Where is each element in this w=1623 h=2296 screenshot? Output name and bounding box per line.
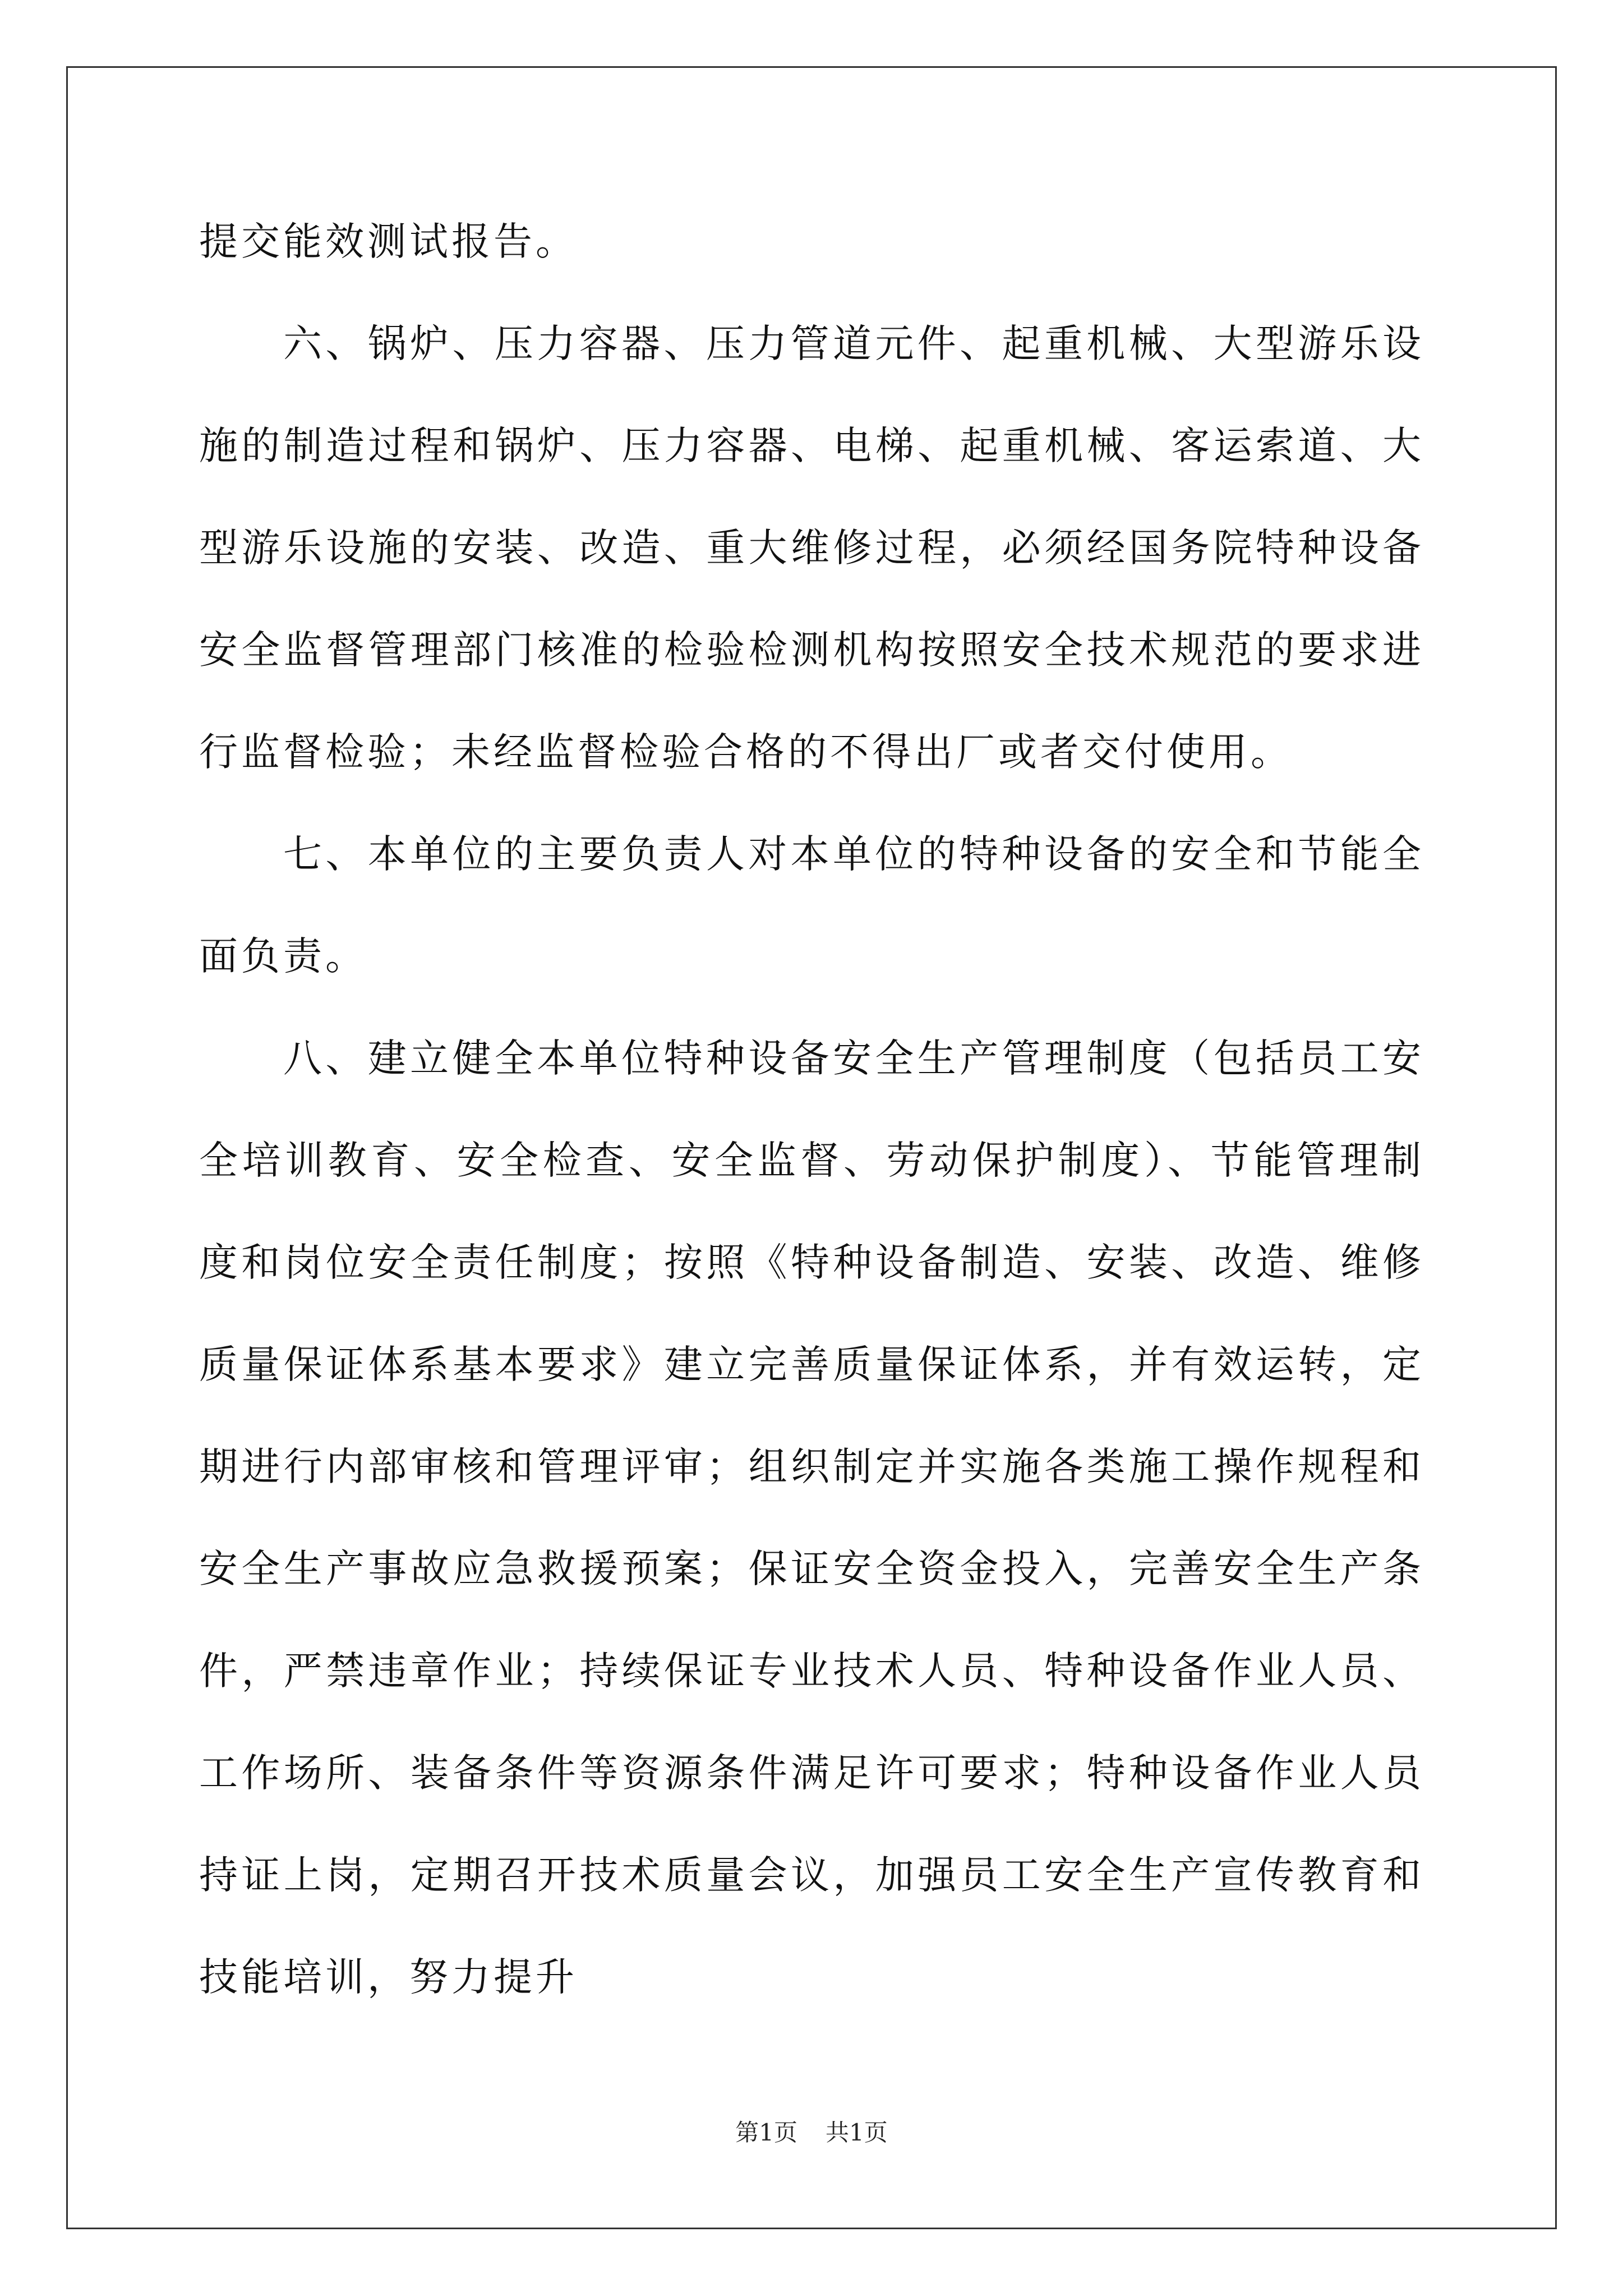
- page-total: 共1页: [826, 2119, 888, 2146]
- page-footer: [0, 2116, 1623, 2150]
- document-body: [199, 191, 1424, 2028]
- paragraph-six: 六、锅炉、压力容器、压力管道元件、起重机械、大型游乐设施的制造过程和锅炉、压力容器、电梯、起重机械、客运索道、大型游乐设施的安装、改造、重大维修过程，必须经国务院特种设备安全监督管理部门核准的检验检测机构按照安全技术规范的要求进行监督检验；未经监督检验合格的不得出厂或者交付使用。: [199, 321, 1424, 775]
- paragraph-intro: 提交能效测试报告。: [199, 219, 578, 264]
- page-number: 第1页: [735, 2119, 797, 2146]
- paragraph-seven: 七、本单位的主要负责人对本单位的特种设备的安全和节能全面负责。: [199, 832, 1424, 979]
- paragraph-eight: 八、建立健全本单位特种设备安全生产管理制度（包括员工安全培训教育、安全检查、安全监督、劳动保护制度）、节能管理制度和岗位安全责任制度；按照《特种设备制造、安装、改造、维修质量保证体系基本要求》建立完善质量保证体系，并有效运转，定期进行内部审核和管理评审；组织制定并实施各类施工操作规程和安全生产事故应急救援预案；保证安全资金投入，完善安全生产条件，严禁违章作业；持续保证专业技术人员、特种设备作业人员、工作场所、装备条件等资源条件满足许可要求；特种设备作业人员持证上岗，定期召开技术质量会议，加强员工安全生产宣传教育和技能培训，努力提升: [199, 1036, 1424, 2000]
